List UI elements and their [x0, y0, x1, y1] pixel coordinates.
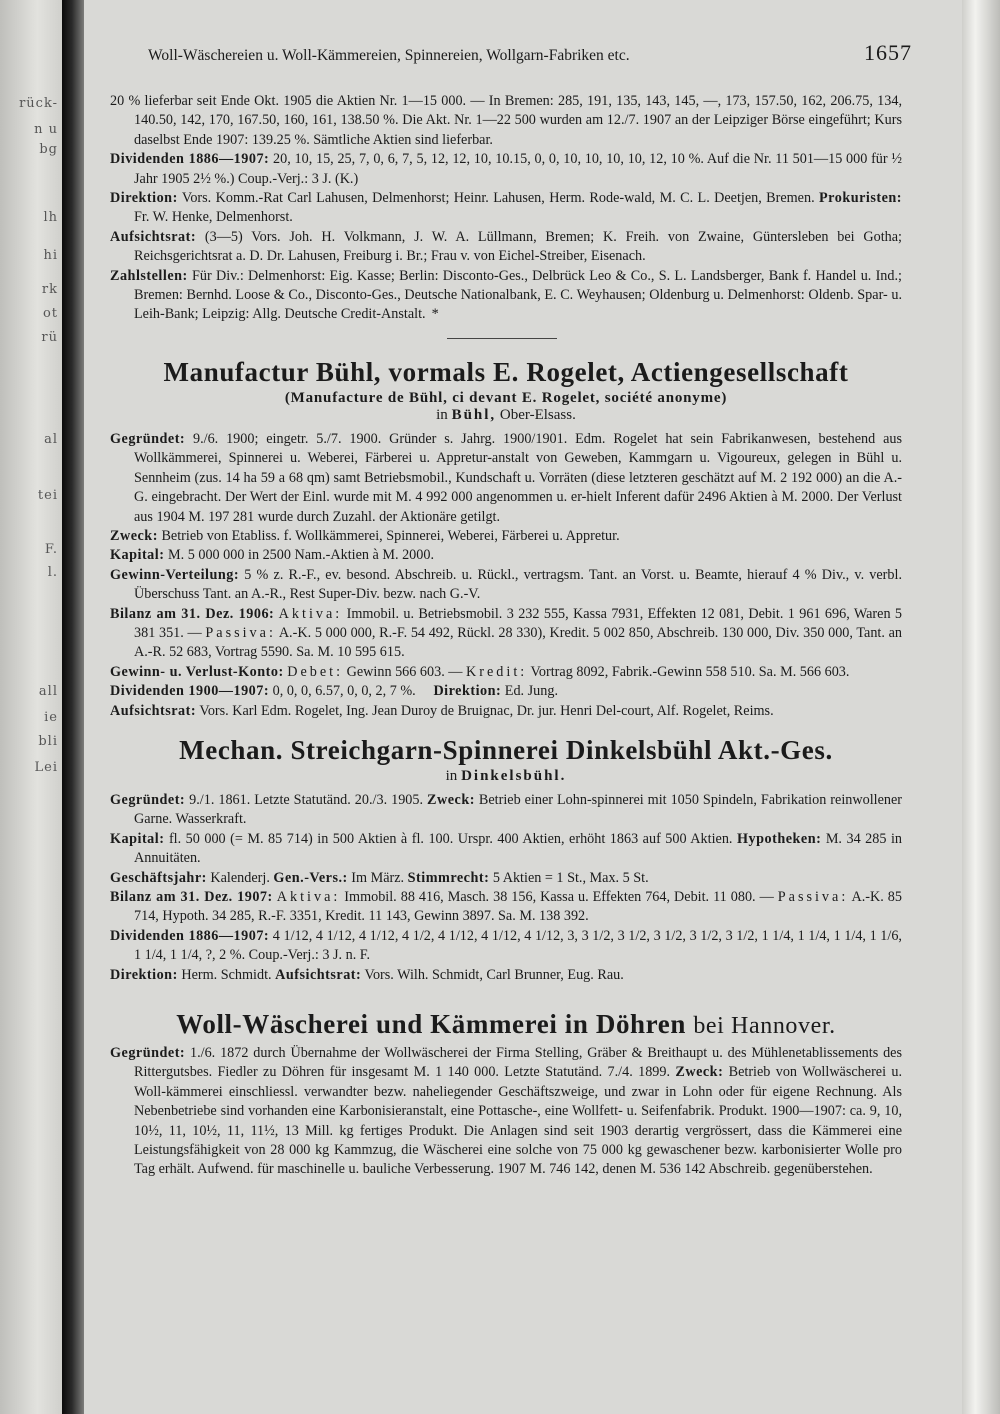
margin-fragment: lh — [43, 210, 58, 225]
field-sublabel: Debet: — [287, 663, 344, 680]
field-sublabel: Aktiva: — [278, 605, 343, 622]
entry-dinkelsbuehl — [110, 735, 902, 985]
field-sublabel: Passiva: — [777, 889, 849, 905]
field-text: Fr. W. Henke, Delmenhorst. — [134, 209, 293, 226]
field-text: Im März. — [347, 869, 405, 886]
field-label: Kapital: — [110, 547, 165, 564]
company-subtitle: (Manufacture de Bühl, ci devant E. Rogelet, société anonyme) — [284, 389, 728, 406]
field-label: Zweck: — [427, 791, 475, 808]
company-location — [110, 407, 902, 424]
running-header — [92, 40, 912, 66]
field-text: 1./6. 1872 durch Übernahme der Wollwäscherei der Firma Stelling, Gräber & Breithaupt u. des Mühlenetablissements des Rittergutsbes. Fiedler zu Döhren für insgesamt M. 1 140 000. Letzte Statutänd. 7./4. 1899. — [134, 1045, 902, 1081]
company-title — [110, 1009, 902, 1040]
entry-paragraph — [110, 663, 902, 682]
field-label: Gegründet: — [110, 430, 186, 447]
entry-paragraph — [110, 791, 902, 830]
entry-manufactur-buehl — [110, 357, 902, 721]
location-prefix: in — [445, 767, 458, 784]
entry-paragraph — [110, 888, 902, 927]
location-suffix: Ober-Elsass. — [499, 406, 576, 423]
field-text: 20, 10, 15, 25, 7, 0, 6, 7, 5, 12, 12, 10, 10.15, 0, 0, 10, 10, 10, 10, 12, 10 %. Auf die Nr. 11 501—15 000 für ½ Jahr 1905 2½ %.) Coup.-Verj.: 3 J. (K.) — [134, 151, 903, 187]
field-text: A.-K. 85 714, Hypoth. 34 285, R.-F. 3351, Kredit. 11 143, Gewinn 3897. Sa. M. 138 392. — [134, 889, 902, 925]
margin-fragment: bli — [38, 734, 58, 749]
field-label: Geschäftsjahr: — [110, 869, 207, 886]
company-title: Manufactur Bühl, vormals E. Rogelet, Actiengesellschaft — [163, 356, 849, 387]
margin-fragment: bg — [39, 142, 58, 157]
company-title: Mechan. Streichgarn-Spinnerei Dinkelsbühl Akt.-Ges. — [179, 734, 833, 765]
field-label: Bilanz am 31. Dez. 1907: — [110, 889, 273, 905]
field-label: Aufsichtsrat: — [110, 228, 197, 245]
margin-fragment: hi — [43, 248, 58, 263]
entry-paragraph — [110, 966, 902, 985]
location-place: Dinkelsbühl. — [461, 767, 567, 784]
field-label: Aufsichtsrat: — [110, 702, 197, 719]
entry-paragraph — [110, 267, 902, 325]
entry-continuation — [110, 92, 902, 325]
margin-fragment: ot — [42, 306, 58, 321]
field-label: Direktion: — [433, 683, 502, 700]
field-label: Direktion: — [110, 966, 178, 983]
field-text: M. 34 285 in Annuitäten. — [134, 830, 903, 867]
margin-fragment: l. — [47, 565, 58, 580]
field-label: Zweck: — [110, 527, 158, 544]
field-text: Betrieb einer Lohn-spinnerei mit 1050 Spindeln, Fabrikation reinwollener Garne. Wasserkraft. — [134, 791, 902, 828]
entry-paragraph — [110, 430, 902, 527]
entry-paragraph — [110, 228, 902, 267]
location-place: Bühl, — [451, 406, 497, 423]
field-label: Zahlstellen: — [110, 267, 188, 284]
field-label: Aufsichtsrat: — [275, 966, 362, 983]
company-title-suffix: bei Hannover. — [693, 1013, 836, 1040]
margin-fragment: rk — [41, 282, 58, 297]
margin-fragment: rück- — [19, 96, 58, 111]
entry-paragraph — [110, 869, 902, 888]
field-label: Gegründet: — [110, 791, 186, 808]
entry-paragraph — [110, 605, 902, 663]
entry-paragraph — [110, 92, 902, 150]
field-text: Immobil. 88 416, Masch. 38 156, Kassa u. Effekten 764, Debit. 11 080. — — [340, 889, 774, 905]
field-label: Gegründet: — [110, 1045, 186, 1062]
field-text: Für Div.: Delmenhorst: Eig. Kasse; Berlin: Disconto-Ges., Delbrück Leo & Co., S. L. Landsberger, Bank f. Handel u. Ind.; Bremen: Bernhd. Loose & Co., Disconto-Ges., Deutsche Nationalbank, E. C. Weyhausen; Oldenburg u. Delmenhorst: Oldenb. Spar- u. Leih-Bank; Leipzig: Allg. Deutsche Credit-Anstalt. — [134, 267, 902, 323]
field-text: Kalenderj. — [206, 869, 270, 886]
margin-fragment: al — [44, 432, 58, 447]
field-text: 9./6. 1900; eingetr. 5./7. 1900. Gründer s. Jahrg. 1900/1901. Edm. Rogelet hat sein Fabrikanwesen, bestehend aus Wollkämmerei, Spinnerei u. Weberei, Färberei u. Appretur-anstalt von Geweben, Kammgarn u. Vigoureux, gelegen in Bühl u. Sennheim (zus. 14 ha 59 a 68 qm) samt Betriebsmobil., Kundschaft u. Vorräten (diese letzteren geschätzt auf M. 2 192 000) an die A.-G. eingebracht. Der Wert der Einl. wurde mit M. 4 992 000 angenommen u. er-hielt Inferent dafür 2496 Aktien à M. 2000. Der Verlust aus 1904 M. 197 281 wurde durch Zuzahl. der Aktionäre getilgt. — [134, 430, 902, 525]
field-label: Kapital: — [110, 830, 165, 847]
field-text: Herm. Schmidt. — [177, 966, 272, 983]
field-text: 5 Aktien = 1 St., Max. 5 St. — [489, 869, 649, 886]
company-location — [110, 768, 902, 785]
margin-fragment: tei — [37, 488, 58, 503]
field-text: fl. 50 000 (= M. 85 714) in 500 Aktien à fl. 100. Urspr. 400 Aktien, erhöht 1863 auf 500 Aktien. — [164, 830, 733, 847]
field-text: Vors. Karl Edm. Rogelet, Ing. Jean Duroy de Bruignac, Dr. jur. Henri Del-court, Alf. Rogelet, Reims. — [196, 702, 774, 719]
field-text: Vors. Komm.-Rat Carl Lahusen, Delmenhorst; Heinr. Lahusen, Herm. Rode-wald, M. C. L. Deetjen, Bremen. — [177, 190, 815, 207]
field-sublabel: Kredit: — [466, 663, 528, 680]
paragraph-text: 20 % lieferbar seit Ende Okt. 1905 die Aktien Nr. 1—15 000. — In Bremen: 285, 191, 135, 143, 145, —, 173, 157.50, 162, 206.75, 134, 140.50, 142, 170, 167.50, 160, 161, 138.50 %. Die Akt. Nr. 1—22 500 wurden am 12./7. 1907 an der Leipziger Börse eingeführt; Kurs daselbst Ende 1907: 139.25 %. Sämtliche Aktien sind lieferbar. — [110, 93, 902, 148]
field-text: 5 % z. R.-F., ev. besond. Abschreib. u. Rückl., vertragsm. Tant. an Vorst. u. Beamte, hierauf 4 % Div., v. verbl. Überschuss Tant. an A.-R., Rest Super-Div. bezw. nach G.-V. — [134, 566, 902, 603]
margin-fragment: all — [38, 684, 58, 699]
field-text: Betrieb von Etabliss. f. Wollkämmerei, Spinnerei, Weberei, Färberei u. Appretur. — [157, 527, 620, 544]
entry-paragraph — [110, 150, 902, 189]
entry-paragraph — [110, 566, 902, 605]
field-text: A.-K. 5 000 000, R.-F. 54 492, Rückl. 28 330), Kredit. 5 002 850, Abschreib. 130 000, Div. 350 000, Tant. an A.-R. 52 683, Vortrag 5590. Sa. M. 10 595 615. — [134, 624, 903, 661]
field-sublabel: Aktiva: — [276, 889, 341, 905]
entry-doehren — [110, 1009, 902, 1180]
field-label: Dividenden 1900—1907: — [110, 683, 270, 700]
field-text: 0, 0, 0, 6.57, 0, 0, 2, 7 %. — [269, 683, 416, 700]
margin-fragment: Lei — [34, 760, 58, 775]
field-label: Gewinn- u. Verlust-Konto: — [110, 663, 284, 680]
field-label: Gewinn-Verteilung: — [110, 566, 240, 583]
entry-paragraph — [110, 830, 902, 869]
margin-fragment: rü — [41, 330, 58, 345]
page-edge — [962, 0, 1000, 1414]
document-page — [92, 40, 912, 1400]
field-label: Zweck: — [675, 1064, 724, 1081]
margin-fragment: ie — [44, 710, 58, 725]
company-title-main: Woll-Wäscherei und Kämmerei in Döhren — [176, 1009, 686, 1040]
field-text: Immobil. u. Betriebsmobil. 3 232 555, Kassa 7931, Effekten 12 081, Debit. 1 961 696, Waren 5 381 351. — — [134, 605, 903, 641]
margin-fragment: n u — [34, 122, 58, 137]
section-divider — [447, 338, 557, 339]
field-text: Ed. Jung. — [501, 683, 558, 700]
book-gutter-shadow — [62, 0, 84, 1414]
entry-paragraph — [110, 1044, 902, 1180]
entry-paragraph — [110, 702, 902, 721]
field-sublabel: Passiva: — [205, 624, 276, 641]
field-label: Dividenden 1886—1907: — [110, 927, 270, 944]
adjacent-page-strip — [0, 0, 62, 1414]
entry-paragraph — [110, 527, 902, 546]
star-mark: * — [431, 306, 439, 323]
field-text: 4 1/12, 4 1/12, 4 1/12, 4 1/2, 4 1/12, 4 1/12, 4 1/12, 3, 3 1/2, 3 1/2, 3 1/2, 3 1/2, 3 1/2, 1 1/4, 1 1/4, 1 1/4, 1 1/6, 1 1/4, 1 1/4, ?, 2 %. Coup.-Verj.: 3 J. n. F. — [134, 927, 902, 964]
field-label: Hypotheken: — [736, 830, 822, 847]
field-text: 9./1. 1861. Letzte Statutänd. 20./3. 1905. — [185, 791, 424, 808]
field-label: Bilanz am 31. Dez. 1906: — [110, 605, 275, 622]
field-label: Dividenden 1886—1907: — [110, 151, 270, 168]
field-text: M. 5 000 000 in 2500 Nam.-Aktien à M. 2000. — [164, 547, 434, 564]
field-text: (3—5) Vors. Joh. H. Volkmann, J. W. A. Lüllmann, Bremen; K. Freih. von Zwaine, Güntersleben bei Gotha; Reichsgerichtsrat a. D. Dr. Lahusen, Freiburg i. Br.; Frau v. von Eichel-Streiber, Eisenach. — [134, 228, 902, 265]
entry-paragraph — [110, 682, 902, 701]
field-text: Gewinn 566 603. — — [343, 663, 463, 680]
entry-paragraph — [110, 546, 902, 565]
field-text: Betrieb von Wollwäscherei u. Woll-kämmerei einschliessl. verwandter bezw. naheliegender Geschäftszweige, und zwar in Lohn oder für eigene Rechnung. Als Nebenbetriebe sind vorhanden eine Karbonisieranstalt, eine Pottasche-, eine Wollfett- u. Seifenfabrik. Produkt. 1900—1907: ca. 9, 10, 10½, 11, 10½, 11, 11½, 13 Mill. kg fertiges Produkt. Die Anlagen sind seit 1903 derartig vergrössert, dass die Kämmerei eine Leistungsfähigkeit von 28 000 kg Kammzug, die Wäscherei eine solche von 75 000 kg gewaschener bezw. karbonisierter Wolle pro Tag erhält. Aufwend. für maschinelle u. bauliche Verbesserung. 1907 M. 746 142, denen M. 536 142 Abschreib. gegenüberstehen. — [134, 1064, 903, 1178]
running-title: Woll-Wäschereien u. Woll-Kämmereien, Spinnereien, Wollgarn-Fabriken etc. — [148, 47, 630, 64]
entry-paragraph — [110, 189, 902, 228]
margin-fragment: F. — [44, 542, 58, 557]
field-label: Gen.-Vers.: — [273, 869, 348, 886]
location-prefix: in — [436, 406, 448, 423]
field-text: Vors. Wilh. Schmidt, Carl Brunner, Eug. Rau. — [361, 966, 624, 983]
page-number: 1657 — [864, 40, 912, 65]
field-label: Direktion: — [110, 190, 178, 207]
field-label: Stimmrecht: — [407, 869, 490, 886]
field-label: Prokuristen: — [819, 190, 902, 207]
field-text: Vortrag 8092, Fabrik.-Gewinn 558 510. Sa. M. 566 603. — [527, 663, 850, 680]
entry-paragraph — [110, 927, 902, 966]
